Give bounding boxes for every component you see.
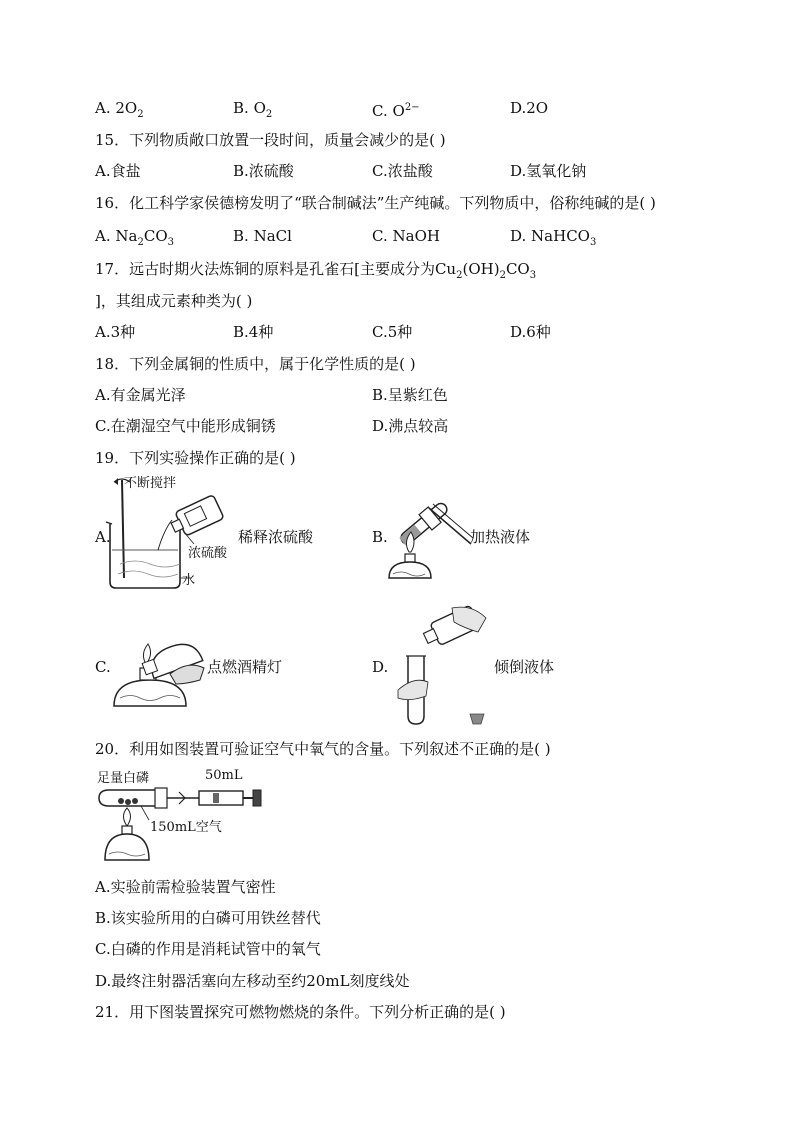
q20-option-b: B.该实验所用的白磷可用铁丝替代 (95, 909, 321, 927)
q15-option-a: A.食盐 (95, 162, 141, 180)
q18-stem: 18．下列金属铜的性质中，属于化学性质的是( ) (95, 355, 416, 373)
q21-stem: 21．用下图装置探究可燃物燃烧的条件。下列分析正确的是( ) (95, 1003, 506, 1021)
test-tube-heating-figure (385, 488, 475, 590)
q15-option-d: D.氢氧化钠 (510, 162, 587, 180)
q16-stem: 16．化工科学家侯德榜发明了“联合制碱法”生产纯碱。下列物质中，俗称纯碱的是( ) (95, 194, 656, 212)
q17-stem-cont: ]，其组成元素种类为( ) (95, 292, 253, 310)
q15-option-c: C.浓盐酸 (372, 162, 433, 180)
q14-option-c: C. $O^{2-}$ (372, 102, 420, 120)
q20-option-a: A.实验前需检验装置气密性 (95, 878, 276, 896)
stir-annotation: 不断搅拌 (124, 476, 177, 491)
q16-option-a: A. $Na_2CO_3$ (95, 227, 174, 248)
q15-stem: 15．下列物质敞口放置一段时间，质量会减少的是( ) (95, 131, 446, 149)
q16-option-b: B. NaCl (233, 227, 292, 245)
q19-d-caption: 倾倒液体 (494, 658, 555, 676)
q16-option-d: D. NaHCO$_3$ (510, 227, 597, 248)
q19-b-caption: 加热液体 (470, 528, 531, 546)
alcohol-lamp-lighting-figure (110, 624, 206, 714)
q17-option-c: C.5种 (372, 323, 413, 341)
q14-option-a: A. $2O_2$ (95, 99, 144, 120)
q19-b-label: B. (372, 528, 388, 546)
q19-c-label: C. (95, 658, 111, 676)
q19-d-label: D. (372, 658, 389, 676)
q17-option-d: D.6种 (510, 323, 551, 341)
q19-stem: 19．下列实验操作正确的是( ) (95, 449, 296, 467)
q18-option-b: B.呈紫红色 (372, 386, 448, 404)
q19-a-caption: 稀释浓硫酸 (238, 528, 314, 546)
q14-option-b: B. $O_2$ (233, 99, 273, 120)
acid-annotation: 浓硫酸 (188, 546, 228, 561)
q18-option-a: A.有金属光泽 (95, 386, 186, 404)
white-phosphorus-label: 足量白磷 (97, 771, 150, 786)
q18-option-d: D.沸点较高 (372, 417, 449, 435)
q14-option-d: D.2O (510, 99, 549, 117)
q17-option-b: B.4种 (233, 323, 274, 341)
q19-c-caption: 点燃酒精灯 (207, 658, 283, 676)
q20-option-d: D.最终注射器活塞向左移动至约20mL刻度线处 (95, 972, 410, 990)
q18-option-c: C.在潮湿空气中能形成铜锈 (95, 417, 276, 435)
q20-option-c: C.白磷的作用是消耗试管中的氧气 (95, 940, 321, 958)
q16-option-c: C. NaOH (372, 227, 440, 245)
q19-a-label: A. (95, 528, 111, 546)
pouring-liquid-figure (394, 604, 494, 728)
syringe-volume-label: 50mL (205, 768, 243, 783)
q17-option-a: A.3种 (95, 323, 136, 341)
water-annotation: 水 (182, 573, 196, 588)
q17-stem: 17．远古时期火法炼铜的原料是孔雀石[主要成分为$Cu_2(OH)_2CO_3$ (95, 260, 537, 281)
q15-option-b: B.浓硫酸 (233, 162, 294, 180)
q20-stem: 20．利用如图装置可验证空气中氧气的含量。下列叙述不正确的是( ) (95, 740, 551, 758)
air-volume-label: 150mL空气 (150, 820, 222, 835)
q17-formula: $Cu_2(OH)_2CO_3$ (434, 260, 537, 281)
